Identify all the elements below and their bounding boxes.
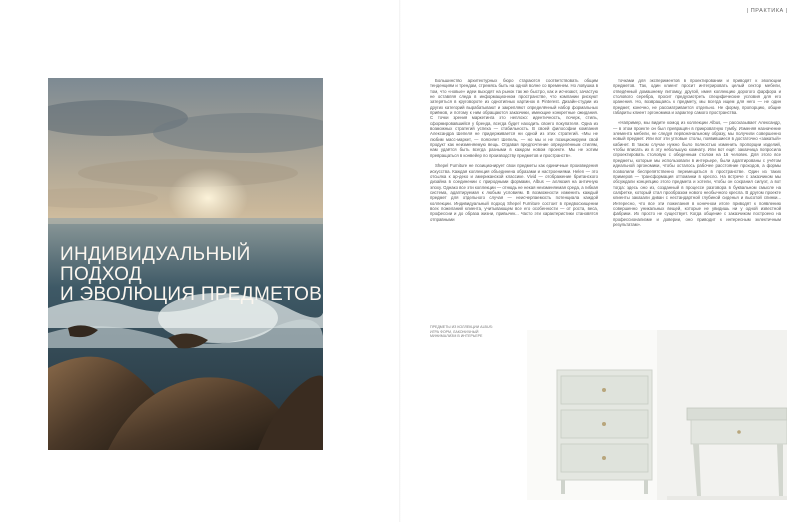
paragraph: точками для экспериментов в проектировании и приводят к эволюции предметов. Так, один клиент просит интегрировать целый сектор мебели, отведённый домашнему питомцу, другой, имея коллекцию дорогого фарфора и столового серебра, просит предусмотреть специфические условия для его хранения. Но, возвращаясь к предмету, мы всегда ищем для него — не один предмет, конечно, не рассматривается отдельно. Не форму, пропорцию, общие габариты клиент эргономика и характер самого пространства. bbox=[613, 78, 781, 116]
headline bbox=[60, 245, 330, 305]
headline-line-1: ИНДИВИДУАЛЬНЫЙ ПОДХОД bbox=[60, 244, 251, 285]
paragraph: Большинство архитектурных бюро стараются соответствовать общим тенденциям и трендам, стремясь быть на одной волне со временем. Но ловушка в том, что «новые» идеи выходят на рынок так же быстро, как и исчезают, зачастую не оставляя следа в информационном пространстве, что компании рискуют затеряться в круговороте из однотипных картинок в Pinterest. Дизайн-студии из других категорий вырабатывают и закрепляют определённый набор формальных приёмов, и потому к ним обращаются заказчики, имеющие конкретные ожидания. С точки зрения маркетинга это неплохо: идентичность, почерк, стиль, сформировавшийся у бренда, всегда будет находить своего покупателя. Одна из возможных стратегий успеха — стабильность. В своей философии компания Александра Шепеля не придерживается ни одной из этих стратегий. «Мы не любим масс-маркет, — поясняет Шепель, — но мы и не позиционируем свой продукт как неизменяемую вещь. Отдавая предпочтение определённым стилям, нам удаётся быть всегда разными в каждом новом проекте. Мы не хотим превращаться в конвейер по производству предметов и пространств». bbox=[430, 78, 598, 158]
paragraph: «Например, мы видите комод из коллекции Albus, — рассказывает Александр, — в этом проекте он был превращён в прикроватную тумбу. Изменяя назначение элемента мебели, не следуя первоначальному образу, мы получили совершенно новый предмет. Или вот эти угловые столы, появившиеся в достаточно «зажатый» кабинет. В таком случае нужно было полностью изменить пропорции изделий, чтобы вписать их в эту небольшую комнату. Или вот ещё: заказчица попросила спроектировать столовую с обеденным столом на 16 человек. Для этого все предметы, которые мы использовали в интерьере, были адаптированы с учётом идеальной эргономики, чтобы осталось рабочее расстояние проходов, а формы позволили беспрепятственно перемещаться в пространстве. Один из таких примеров — трансформация оттоманки в кресло. На встрече с заказчиком мы обсуждали концепцию этого предмета и хотели, чтобы он сохранил силуэт, а вот тогда: здесь оно из, созданный в процессе разговора в буквальном смысле на салфетке, который стал прообразом нового необычного кресла. В другом проекте клиенты заказали диван с нестандартной глубиной сиденья и высотой спинки... Интересно, что все эти пожелания в конечном итоге приводят к появлению совершенно уникальных вещей, которые не увидишь ни у одной известной фабрики. Их просто не существует. Когда общение с заказчиком построено на профессионализме и доверии, оно приводит к интересным эклектичным результатам». bbox=[613, 120, 781, 227]
furniture-illustration bbox=[527, 330, 787, 500]
headline-line-2: И ЭВОЛЮЦИЯ ПРЕДМЕТОВ bbox=[60, 284, 323, 305]
page-gutter bbox=[399, 0, 401, 522]
furniture-photo bbox=[527, 330, 787, 500]
paragraph: Shepel Furniture не позиционирует свои предметы как единичные произведения искусства. Каждая коллекция объединена образами и настроениями. Helen — это отсылка к ар-деко и американской классике. Vivid — отображение британского дизайна в соединении с природными формами, Albus — аллюзия на античную эпоху. Однако все эти коллекции — отнюдь не некая неизменяемая среда, а гибкая система, адаптируемая к любым условиям. В возможности изменить каждый предмет для отдельного случая — неисчерпаемость потенциала каждой коллекции. Индивидуальный подход Shepel Furniture состоит в предвосхищении всех пожеланий клиента, учитывающем все его особенности — от роста, веса, профессии и до образа жизни, привычек... Часто эти характеристики становятся отправными bbox=[430, 163, 598, 222]
section-label: | ПРАКТИКА | bbox=[746, 8, 788, 14]
photo-caption: ПРЕДМЕТЫ ИЗ КОЛЛЕКЦИИ ALBUS: ИГРА ФОРМ, ЛАКОНИЧНЫЙ МИНИМАЛИЗМ В ИНТЕРЬЕРЕ bbox=[430, 325, 493, 339]
text-column-right bbox=[613, 78, 781, 232]
text-column-left bbox=[430, 78, 598, 227]
